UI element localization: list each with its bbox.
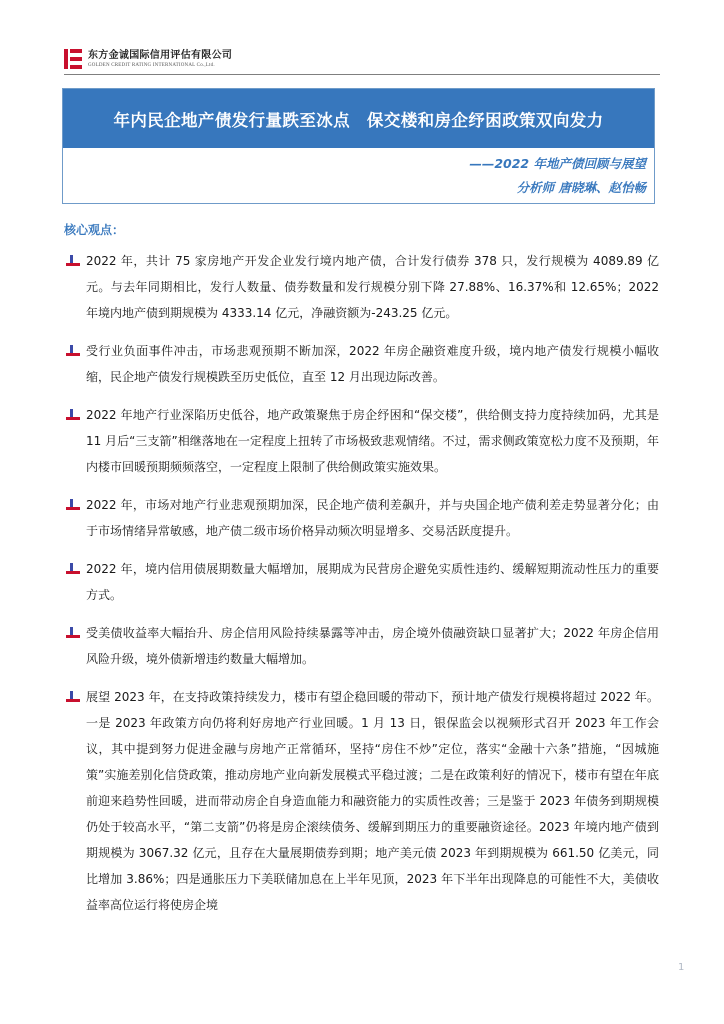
bullet-icon [64,248,86,272]
company-name-block [88,51,232,68]
key-point [64,620,659,672]
company-header [64,46,232,72]
key-points-list [64,248,659,930]
key-point [64,338,659,390]
company-logo-icon [64,47,84,71]
analysts-line: 分析师 唐晓琳、赵怡畅 [516,180,646,195]
bullet-icon [64,492,86,516]
bullet-icon [64,684,86,708]
key-point [64,492,659,544]
key-point-text: 2022 年，境内信用债展期数量大幅增加，展期成为民营房企避免实质性违约、缓解短期流动性压力的重要方式。 [86,562,659,602]
key-point [64,248,659,326]
key-point-text: 2022 年，市场对地产行业悲观预期加深，民企地产债利差飙升，并与央国企地产债利差走势显著分化；由于市场情绪异常敏感，地产债二级市场价格异动频次明显增多、交易活跃度提升。 [86,498,659,538]
report-subtitle: ——2022 年地产债回顾与展望 [469,156,646,171]
key-point-text: 受美债收益率大幅抬升、房企信用风险持续暴露等冲击，房企境外债融资缺口显著扩大；2022 年房企信用风险升级，境外债新增违约数量大幅增加。 [86,626,659,666]
page-number: 1 [678,962,685,973]
subtitle-area [63,148,654,200]
bullet-icon [64,620,86,644]
bullet-icon [64,338,86,362]
title-band [63,89,654,148]
key-point [64,556,659,608]
key-point [64,402,659,480]
key-point-text: 展望 2023 年，在支持政策持续发力，楼市有望企稳回暖的带动下，预计地产债发行规模将超过 2022 年。一是 2023 年政策方向仍将利好房地产行业回暖。1 月 13 日，银保监会以视频形式召开 2023 年工作会议，其中提到努力促进金融与房地产正常循环，坚持“房住不炒”定位，落实“金融十六条”措施，“因城施策”实施差别化信贷政策，推动房地产业向新发展模式平稳过渡；二是在政策利好的情况下，楼市有望在年底前迎来趋势性回暖，进而带动房企自身造血能力和融资能力的实质性改善；三是鉴于 2023 年债务到期规模仍处于较高水平，“第二支箭”仍将是房企滚续债务、缓解到期压力的重要融资途径。2023 年境内地产债到期规模为 3067.32 亿元，且存在大量展期债券到期；地产美元债 2023 年到期规模为 661.50 亿美元，同比增加 3.86%；四是通胀压力下美联储加息在上半年见顶，2023 年下半年出现降息的可能性不大，美债收益率高位运行将使房企境 [86,690,659,912]
title-box [62,88,655,204]
key-point-text: 受行业负面事件冲击，市场悲观预期不断加深，2022 年房企融资难度升级，境内地产债发行规模小幅收缩，民企地产债发行规模跌至历史低位，直至 12 月出现边际改善。 [86,344,659,384]
company-name-en: GOLDEN CREDIT RATING INTERNATIONAL Co.,Ltd. [88,62,215,68]
key-point-text: 2022 年，共计 75 家房地产开发企业发行境内地产债，合计发行债券 378 只，发行规模为 4089.89 亿元。与去年同期相比，发行人数量、债券数量和发行规模分别下降 27.88%、16.37%和 12.65%；2022 年境内地产债到期规模为 4333.14 亿元，净融资额为-243.25 亿元。 [86,254,659,320]
header-divider [64,74,660,75]
key-point [64,684,659,918]
bullet-icon [64,556,86,580]
key-point-text: 2022 年地产行业深陷历史低谷，地产政策聚焦于房企纾困和“保交楼”，供给侧支持力度持续加码，尤其是 11 月后“三支箭”相继落地在一定程度上扭转了市场极致悲观情绪。不过，需求侧政策宽松力度不及预期，年内楼市回暖预期频频落空，一定程度上限制了供给侧政策实施效果。 [86,408,659,474]
company-name-cn: 东方金诚国际信用评估有限公司 [88,49,233,61]
report-title: 年内民企地产债发行量跌至冰点 保交楼和房企纾困政策双向发力 [113,110,604,130]
bullet-icon [64,402,86,426]
section-heading-key-points: 核心观点： [64,223,125,237]
